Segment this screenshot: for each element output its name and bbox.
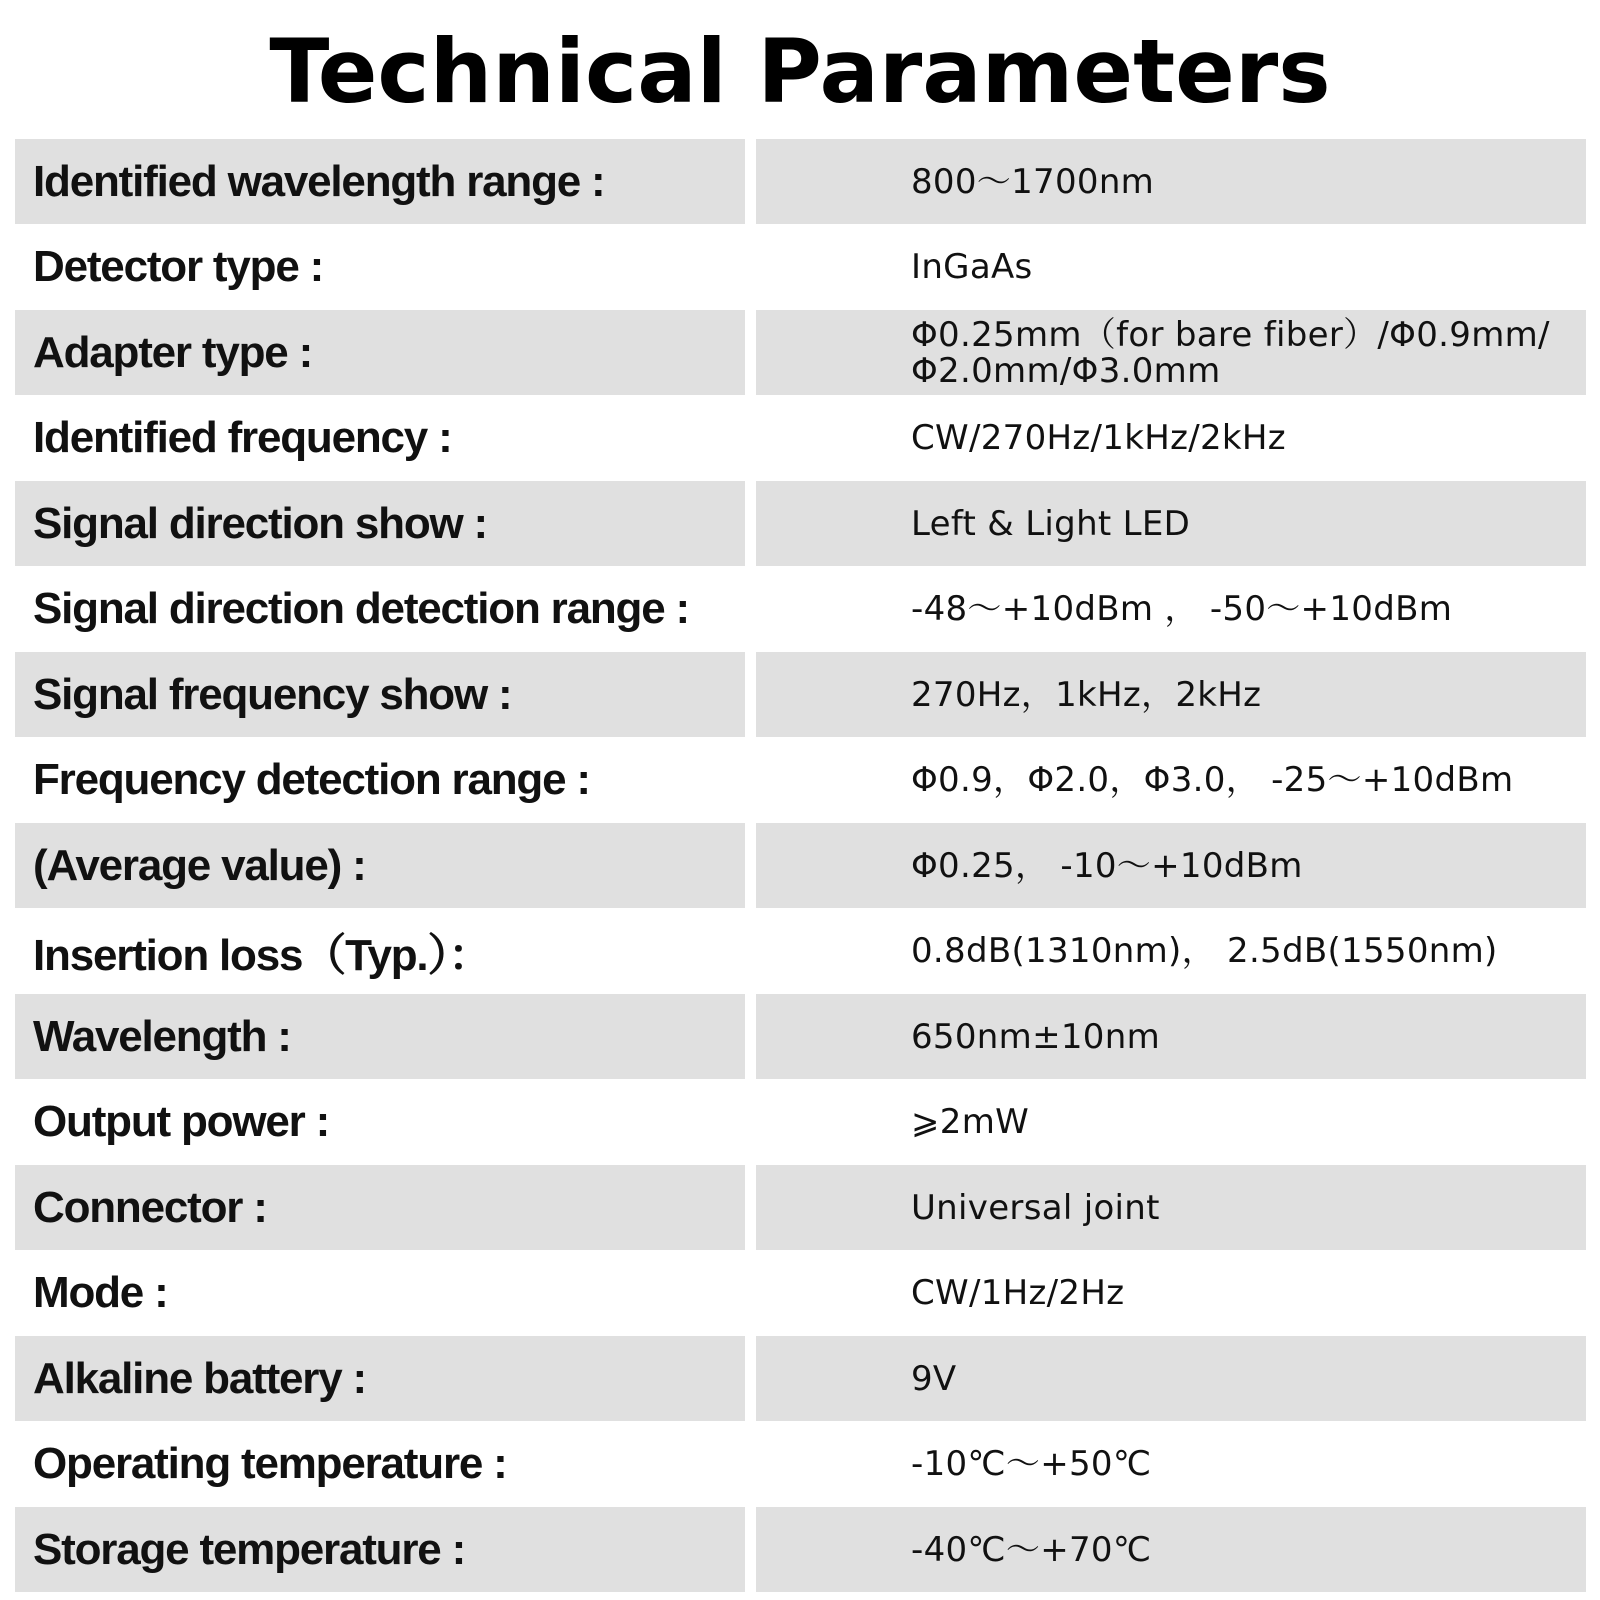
parameter-label: Connector : xyxy=(33,1182,267,1232)
value-cell xyxy=(756,823,1586,908)
spec-row xyxy=(15,823,1586,909)
label-cell xyxy=(15,396,745,481)
parameter-label: Signal frequency show : xyxy=(33,669,512,719)
label-cell xyxy=(15,823,745,908)
spec-row xyxy=(15,909,1586,995)
parameter-value: 650nm±10nm xyxy=(911,1016,1160,1057)
spec-row xyxy=(15,1507,1586,1593)
label-cell xyxy=(15,567,745,652)
parameter-value: Φ0.9，Φ2.0，Φ3.0， -25～+10dBm xyxy=(911,760,1514,800)
value-cell xyxy=(756,567,1586,652)
parameter-value: Left & Light LED xyxy=(911,503,1191,544)
parameter-label: Output power : xyxy=(33,1097,330,1146)
parameter-label: Frequency detection range : xyxy=(33,755,590,804)
parameter-value: -40℃～+70℃ xyxy=(911,1529,1152,1570)
parameter-label: Operating temperature : xyxy=(33,1439,507,1488)
parameter-label: Signal direction show : xyxy=(33,498,487,548)
label-cell xyxy=(15,481,745,566)
parameter-value: 800～1700nm xyxy=(911,161,1155,202)
label-cell xyxy=(15,652,745,737)
value-cell xyxy=(756,994,1586,1079)
parameter-value: 0.8dB(1310nm)， 2.5dB(1550nm) xyxy=(911,931,1498,971)
value-cell xyxy=(756,310,1586,395)
value-cell xyxy=(756,1422,1586,1507)
label-cell xyxy=(15,225,745,310)
spec-row xyxy=(15,310,1586,396)
parameter-label: Adapter type : xyxy=(33,327,313,377)
page-title: Technical Parameters xyxy=(269,20,1331,123)
spec-row xyxy=(15,652,1586,738)
spec-row xyxy=(15,994,1586,1080)
label-cell xyxy=(15,1422,745,1507)
label-cell xyxy=(15,909,745,994)
spec-row xyxy=(15,567,1586,653)
parameter-value: Universal joint xyxy=(911,1187,1160,1228)
spec-row xyxy=(15,396,1586,482)
spec-row xyxy=(15,225,1586,311)
label-cell xyxy=(15,1080,745,1165)
parameter-label: Alkaline battery : xyxy=(33,1353,366,1403)
label-cell xyxy=(15,1336,745,1421)
value-cell xyxy=(756,652,1586,737)
parameter-label: Wavelength : xyxy=(33,1011,291,1061)
value-cell xyxy=(756,1336,1586,1421)
parameter-label: Identified wavelength range : xyxy=(33,156,605,206)
value-cell xyxy=(756,738,1586,823)
parameter-value: CW/270Hz/1kHz/2kHz xyxy=(911,418,1286,458)
parameter-value: Φ0.25， -10～+10dBm xyxy=(911,845,1303,886)
spec-row xyxy=(15,1336,1586,1422)
parameter-value: 9V xyxy=(911,1358,957,1399)
value-cell xyxy=(756,139,1586,224)
label-cell xyxy=(15,310,745,395)
parameter-value: Φ0.25mm（for bare fiber）/Φ0.9mm/ Φ2.0mm/Φ3.0mm xyxy=(911,314,1550,391)
label-cell xyxy=(15,139,745,224)
parameter-label: Signal direction detection range : xyxy=(33,584,689,633)
parameter-label: Storage temperature : xyxy=(33,1524,466,1574)
parameter-label: Mode : xyxy=(33,1268,168,1317)
spec-row xyxy=(15,1251,1586,1337)
parameter-label: Insertion loss（Typ.）： xyxy=(33,931,492,980)
value-cell xyxy=(756,1080,1586,1165)
spec-row xyxy=(15,1422,1586,1508)
value-cell xyxy=(756,396,1586,481)
parameter-label: Detector type : xyxy=(33,242,324,291)
spec-row xyxy=(15,1165,1586,1251)
spec-table xyxy=(15,139,1586,1593)
value-cell xyxy=(756,1165,1586,1250)
label-cell xyxy=(15,1507,745,1592)
value-cell xyxy=(756,481,1586,566)
spec-row xyxy=(15,738,1586,824)
parameter-value: 270Hz，1kHz，2kHz xyxy=(911,674,1262,715)
label-cell xyxy=(15,1165,745,1250)
parameter-value: InGaAs xyxy=(911,247,1033,287)
parameter-value: -48～+10dBm ， -50～+10dBm xyxy=(911,589,1453,629)
spec-row xyxy=(15,139,1586,225)
parameter-value: ⩾2mW xyxy=(911,1102,1030,1142)
value-cell xyxy=(756,225,1586,310)
spec-row xyxy=(15,481,1586,567)
label-cell xyxy=(15,738,745,823)
spec-row xyxy=(15,1080,1586,1166)
parameter-value: CW/1Hz/2Hz xyxy=(911,1273,1125,1313)
value-cell xyxy=(756,1507,1586,1592)
value-cell xyxy=(756,1251,1586,1336)
parameter-value: -10℃～+50℃ xyxy=(911,1444,1152,1484)
label-cell xyxy=(15,1251,745,1336)
parameter-label: Identified frequency : xyxy=(33,413,452,462)
value-cell xyxy=(756,909,1586,994)
label-cell xyxy=(15,994,745,1079)
parameter-label: (Average value) : xyxy=(33,840,366,890)
